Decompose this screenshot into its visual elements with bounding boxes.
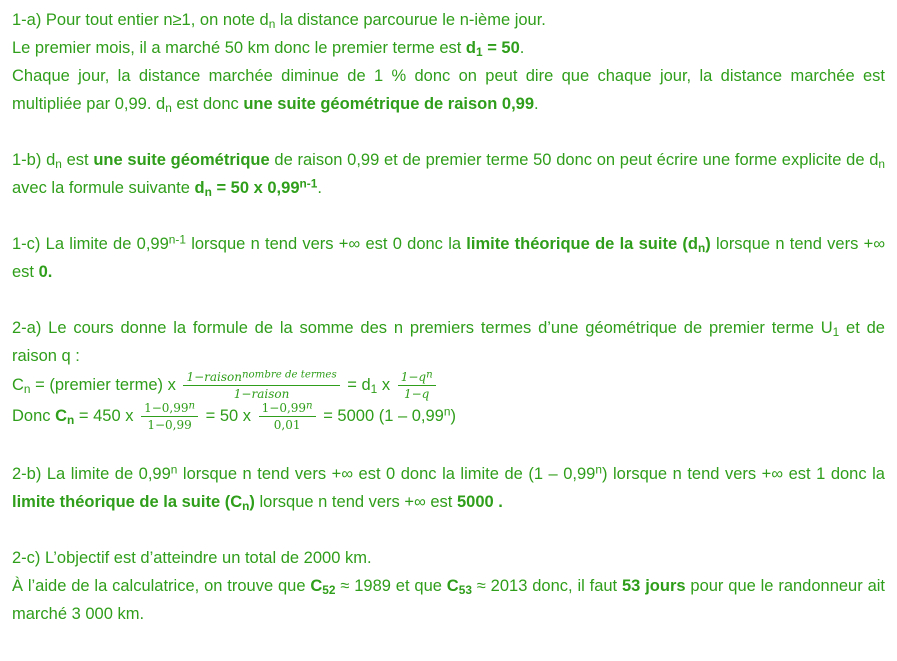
formula-sum [12, 370, 885, 401]
text: À l’aide de la calculatrice, on trouve que [12, 577, 311, 596]
subscript: n [55, 156, 62, 171]
superscript: n [170, 462, 178, 477]
text: ≈ 2013 donc, il faut [471, 577, 622, 596]
text: = 50 [482, 39, 520, 57]
answer-1b [12, 146, 885, 202]
exponent: nombre de termes [241, 369, 337, 381]
text: avec la formule suivante [12, 179, 195, 197]
subscript: n [67, 413, 75, 428]
subscript: 1 [832, 324, 840, 339]
fraction [259, 401, 316, 432]
denominator: 1−raison [233, 387, 290, 402]
exponent: n [188, 400, 196, 412]
bold-text [12, 493, 255, 514]
formula-cn [12, 401, 885, 432]
text: 2-b) La limite de 0,99 [12, 465, 171, 484]
bold-text: 5000 . [456, 493, 503, 512]
text: x [377, 376, 395, 394]
text: ) [705, 235, 711, 253]
text: d [194, 179, 205, 197]
answer-2c [12, 544, 885, 628]
numerator: 1−q [400, 370, 427, 385]
text: C [12, 376, 24, 394]
text: d [465, 39, 477, 57]
text: lorsque n tend vers +∞ est [254, 493, 457, 512]
text: de raison 0,99 et de premier terme 50 donc on peut écrire une forme explicite de d [269, 151, 879, 169]
subscript: n [878, 156, 886, 171]
text: 1-a) Pour tout entier n≥1, on note d [12, 11, 269, 29]
subscript: n [204, 184, 212, 199]
bold-text: 53 jours [622, 577, 686, 596]
text: 1-c) La limite de 0,99 [12, 235, 169, 253]
text: limite théorique de la suite (d [466, 235, 698, 253]
text: pour que le randonneur ait marché 3 000 km. [12, 577, 886, 624]
text: = 5000 (1 – 0,99 [318, 407, 444, 426]
answer-1c [12, 230, 885, 286]
superscript: n [595, 462, 602, 477]
bold-text: une suite géométrique [93, 151, 270, 169]
text: = 450 x [74, 407, 139, 426]
numerator: 1−raison [186, 370, 242, 385]
text: Chaque jour, la distance marchée diminue de 1 % donc on peut dire que chaque jour, la distance marchée est multipliée par 0,99. d [12, 67, 885, 113]
subscript: 53 [458, 583, 472, 598]
text: lorsque n tend vers +∞ est 0 donc la limite de (1 – 0,99 [177, 465, 596, 484]
subscript: 1 [476, 44, 483, 59]
text: C [310, 577, 323, 596]
numerator: 1−0,99 [144, 401, 189, 416]
exponent: n [426, 369, 433, 381]
text: ) lorsque n tend vers +∞ est 1 donc la [601, 465, 885, 484]
text: est donc [171, 95, 244, 113]
bold-text [310, 577, 336, 598]
text: lorsque n tend vers +∞ est 0 donc la [185, 235, 467, 253]
text: . [317, 179, 322, 197]
answer-2b [12, 460, 885, 516]
text: . [534, 95, 539, 113]
subscript: n [242, 499, 250, 514]
text: 2-c) L’objectif est d’atteindre un total de 2000 km. [12, 549, 372, 568]
text: = (premier terme) x [30, 376, 181, 394]
bold-text [55, 407, 75, 428]
text: et de raison q : [12, 319, 885, 365]
bold-text: 0. [38, 263, 53, 281]
denominator: 1−q [403, 387, 430, 402]
denominator: 1−0,99 [147, 418, 192, 433]
fraction [183, 370, 339, 401]
numerator: 1−0,99 [261, 401, 307, 416]
text: = 50 x [201, 407, 256, 426]
subscript: n [268, 16, 276, 31]
text: C [446, 577, 459, 596]
superscript: n-1 [299, 176, 318, 191]
text: ) [249, 493, 255, 512]
text: C [55, 407, 68, 426]
text: ≈ 1989 et que [335, 577, 447, 596]
text: est [61, 151, 94, 169]
text: Le premier mois, il a marché 50 km donc le premier terme est [12, 39, 466, 57]
text: 1-b) d [12, 151, 56, 169]
text: = 50 x 0,99 [211, 179, 300, 197]
fraction [398, 370, 436, 401]
bold-text [466, 235, 710, 253]
text: limite théorique de la suite (C [12, 493, 243, 512]
answer-1a [12, 6, 885, 118]
superscript: n-1 [168, 232, 186, 247]
subscript: 1 [370, 381, 378, 396]
text: . [519, 39, 525, 57]
answer-2a [12, 314, 885, 370]
bold-text [466, 39, 520, 57]
text: lorsque n tend vers +∞ est [12, 235, 885, 281]
subscript: 52 [322, 583, 336, 598]
text: ) [450, 407, 456, 426]
bold-formula [194, 176, 318, 199]
subscript: n [23, 381, 31, 396]
subscript: n [165, 100, 172, 115]
text: Donc [12, 407, 56, 426]
denominator: 0,01 [273, 418, 301, 433]
text: = d [342, 376, 371, 394]
subscript: n [697, 240, 706, 255]
exponent: n [306, 400, 313, 412]
bold-text [446, 577, 472, 598]
fraction [141, 401, 198, 432]
bold-text: une suite géométrique de raison 0,99 [243, 95, 535, 113]
superscript: n [443, 404, 451, 419]
text: 2-a) Le cours donne la formule de la somme des n premiers termes d’une géométrique de premier terme U [12, 319, 833, 337]
text: la distance parcourue le n-ième jour. [275, 11, 546, 29]
